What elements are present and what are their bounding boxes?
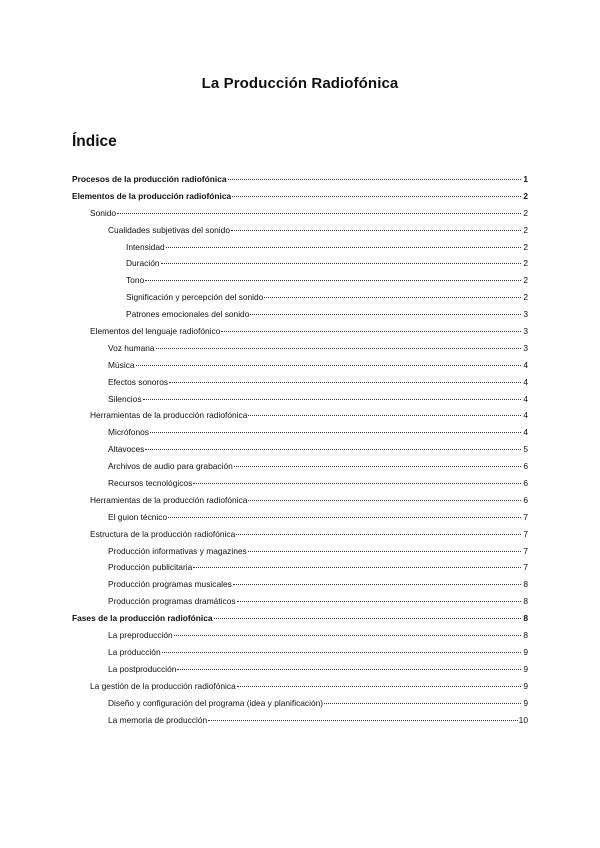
toc-dot-leader <box>228 179 521 180</box>
toc-entry-title: Archivos de audio para grabación <box>108 461 233 472</box>
toc-entry[interactable] <box>72 222 528 239</box>
toc-entry[interactable] <box>72 492 528 509</box>
toc-entry[interactable] <box>72 323 528 340</box>
toc-entry-title: Sonido <box>90 207 117 218</box>
toc-entry-page-number: 6 <box>523 478 528 489</box>
toc-entry[interactable] <box>72 441 528 458</box>
toc-dot-leader <box>248 500 521 501</box>
toc-entry-title: El guion técnico <box>108 511 168 522</box>
toc-dot-leader <box>174 635 521 636</box>
toc-entry-title: La preproducción <box>108 630 173 641</box>
toc-entry-page-number: 7 <box>523 528 528 539</box>
toc-dot-leader <box>193 567 521 568</box>
toc-entry-page-number: 8 <box>523 630 528 641</box>
toc-dot-leader <box>166 247 521 248</box>
toc-entry-page-number: 8 <box>523 613 528 624</box>
toc-entry-title: Elementos del lenguaje radiofónico <box>90 326 221 337</box>
table-of-contents <box>72 171 528 728</box>
toc-entry-page-number: 6 <box>523 461 528 472</box>
toc-dot-leader <box>143 399 521 400</box>
toc-entry-page-number: 2 <box>523 224 528 235</box>
toc-dot-leader <box>248 551 521 552</box>
toc-entry-page-number: 9 <box>523 697 528 708</box>
toc-dot-leader <box>177 669 521 670</box>
toc-entry-page-number: 7 <box>523 511 528 522</box>
toc-entry[interactable] <box>72 610 528 627</box>
toc-entry-page-number: 2 <box>523 258 528 269</box>
toc-dot-leader <box>169 382 521 383</box>
toc-entry-title: Duración <box>126 258 160 269</box>
toc-dot-leader <box>234 466 521 467</box>
toc-entry-page-number: 3 <box>523 309 528 320</box>
toc-dot-leader <box>324 703 521 704</box>
toc-entry-title: Cualidades subjetivas del sonido <box>108 224 230 235</box>
toc-entry-title: Elementos de la producción radiofónica <box>72 190 232 201</box>
toc-entry-page-number: 5 <box>523 444 528 455</box>
toc-entry-page-number: 2 <box>523 190 528 201</box>
toc-dot-leader <box>117 213 521 214</box>
toc-entry-title: Silencios <box>108 393 142 404</box>
toc-entry-page-number: 2 <box>523 275 528 286</box>
toc-entry-title: Herramientas de la producción radiofónica <box>90 494 248 505</box>
toc-entry-page-number: 4 <box>523 410 528 421</box>
toc-entry-title: Producción programas dramáticos <box>108 596 236 607</box>
toc-dot-leader <box>208 720 518 721</box>
toc-entry-page-number: 3 <box>523 326 528 337</box>
toc-entry-title: Producción programas musicales <box>108 579 232 590</box>
toc-entry-title: Patrones emocionales del sonido <box>126 309 250 320</box>
toc-dot-leader <box>162 652 521 653</box>
toc-dot-leader <box>145 280 521 281</box>
toc-dot-leader <box>214 618 521 619</box>
toc-entry-title: La memoria de producción <box>108 714 208 725</box>
toc-entry-page-number: 8 <box>523 579 528 590</box>
toc-dot-leader <box>231 230 521 231</box>
toc-dot-leader <box>248 415 521 416</box>
toc-entry-title: La gestión de la producción radiofónica <box>90 680 236 691</box>
toc-entry-page-number: 4 <box>523 376 528 387</box>
toc-dot-leader <box>237 686 521 687</box>
toc-entry-page-number: 7 <box>523 562 528 573</box>
toc-entry-title: Intensidad <box>126 241 165 252</box>
toc-heading: Índice <box>72 133 117 150</box>
toc-entry[interactable] <box>72 407 528 424</box>
toc-entry-page-number: 7 <box>523 545 528 556</box>
toc-entry[interactable] <box>72 424 528 441</box>
toc-dot-leader <box>221 331 521 332</box>
toc-entry[interactable] <box>72 340 528 357</box>
toc-entry-title: La postproducción <box>108 663 177 674</box>
toc-entry[interactable] <box>72 255 528 272</box>
toc-entry[interactable] <box>72 695 528 712</box>
toc-entry[interactable] <box>72 576 528 593</box>
toc-dot-leader <box>161 263 521 264</box>
toc-entry-page-number: 4 <box>523 427 528 438</box>
toc-entry[interactable] <box>72 559 528 576</box>
toc-entry[interactable] <box>72 306 528 323</box>
toc-dot-leader <box>136 365 521 366</box>
toc-entry-title: Altavoces <box>108 444 145 455</box>
toc-entry-page-number: 4 <box>523 359 528 370</box>
toc-entry-page-number: 2 <box>523 292 528 303</box>
toc-entry-title: Voz humana <box>108 342 155 353</box>
toc-entry[interactable] <box>72 509 528 526</box>
toc-entry-page-number: 8 <box>523 596 528 607</box>
toc-entry-title: Procesos de la producción radiofónica <box>72 174 227 184</box>
toc-dot-leader <box>150 432 521 433</box>
toc-entry-title: Diseño y configuración del programa (idea y planificación) <box>108 697 324 708</box>
toc-entry[interactable] <box>72 593 528 610</box>
toc-entry[interactable] <box>72 475 528 492</box>
toc-dot-leader <box>250 314 521 315</box>
toc-dot-leader <box>232 196 521 197</box>
toc-entry[interactable] <box>72 205 528 222</box>
toc-entry-title: Micrófonos <box>108 427 149 438</box>
toc-entry-page-number: 4 <box>523 393 528 404</box>
toc-dot-leader <box>193 483 521 484</box>
toc-entry-page-number: 10 <box>518 714 528 725</box>
toc-entry[interactable] <box>72 644 528 661</box>
toc-entry[interactable] <box>72 239 528 256</box>
toc-dot-leader <box>233 584 521 585</box>
toc-entry[interactable] <box>72 661 528 678</box>
toc-entry-title: Producción informativas y magazines <box>108 545 247 556</box>
toc-entry[interactable] <box>72 357 528 374</box>
toc-entry-title: Estructura de la producción radiofónica <box>90 528 236 539</box>
toc-entry-page-number: 2 <box>523 241 528 252</box>
toc-entry[interactable] <box>72 171 528 188</box>
toc-entry-title: Música <box>108 359 135 370</box>
toc-entry-title: Significación y percepción del sonido <box>126 292 264 303</box>
toc-dot-leader <box>145 449 521 450</box>
toc-entry[interactable] <box>72 272 528 289</box>
toc-dot-leader <box>237 601 521 602</box>
toc-entry-page-number: 1 <box>523 174 528 184</box>
toc-entry[interactable] <box>72 289 528 306</box>
toc-entry-title: Recursos tecnológicos <box>108 478 193 489</box>
toc-entry-title: Fases de la producción radiofónica <box>72 613 213 624</box>
toc-entry[interactable] <box>72 391 528 408</box>
toc-dot-leader <box>236 534 521 535</box>
toc-entry[interactable] <box>72 526 528 543</box>
toc-dot-leader <box>156 348 521 349</box>
toc-entry-title: La producción <box>108 646 161 657</box>
toc-entry-page-number: 6 <box>523 494 528 505</box>
toc-entry[interactable] <box>72 188 528 205</box>
toc-entry-page-number: 3 <box>523 342 528 353</box>
toc-entry-page-number: 2 <box>523 207 528 218</box>
toc-entry-title: Tono <box>126 275 145 286</box>
toc-entry[interactable] <box>72 543 528 560</box>
toc-entry-page-number: 9 <box>523 680 528 691</box>
toc-dot-leader <box>264 297 521 298</box>
toc-entry-page-number: 9 <box>523 663 528 674</box>
toc-dot-leader <box>168 517 521 518</box>
toc-entry[interactable] <box>72 374 528 391</box>
toc-entry[interactable] <box>72 627 528 644</box>
toc-entry-page-number: 9 <box>523 646 528 657</box>
toc-entry-title: Herramientas de la producción radiofónica <box>90 410 248 421</box>
toc-entry-title: Producción publicitaria <box>108 562 193 573</box>
toc-entry[interactable] <box>72 712 528 729</box>
toc-entry[interactable] <box>72 678 528 695</box>
toc-entry-title: Efectos sonoros <box>108 376 169 387</box>
toc-entry[interactable] <box>72 458 528 475</box>
document-title: La Producción Radiofónica <box>201 75 399 92</box>
